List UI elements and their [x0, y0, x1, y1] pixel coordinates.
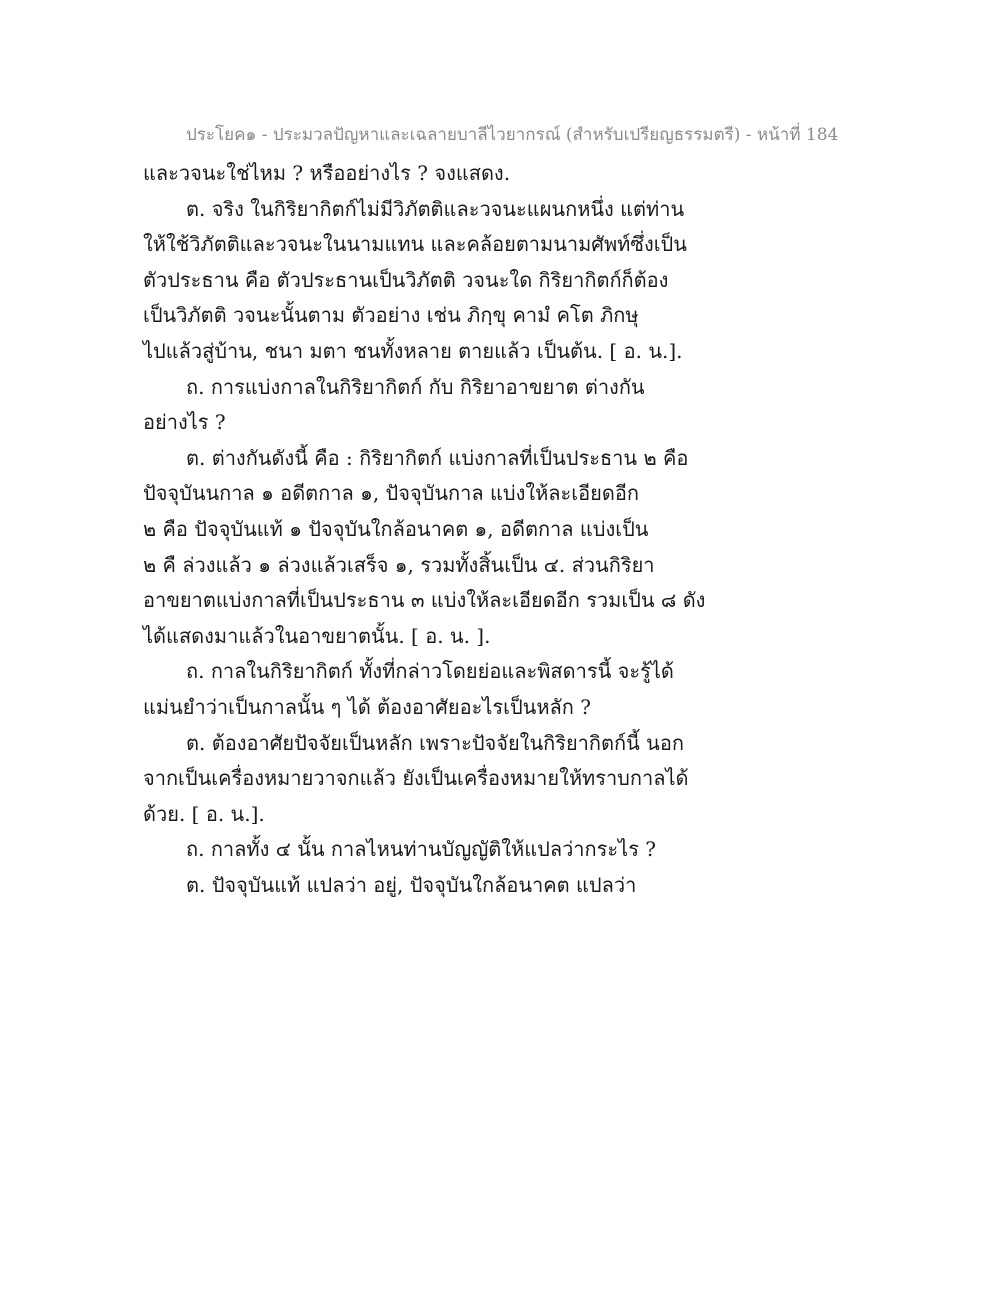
question-line: ถ. กาลในกิริยากิตก์ ทั้งที่กล่าวโดยย่อและพิสดารนี้ จะรู้ได้: [186, 659, 674, 684]
text-line: ๒ คื ล่วงแล้ว ๑ ล่วงแล้วเสร็จ ๑, รวมทั้งสิ้นเป็น ๔. ส่วนกิริยา: [143, 552, 655, 577]
question-line: ถ. การแบ่งกาลในกิริยากิตก์ กับ กิริยาอาขยาต ต่างกัน: [186, 374, 645, 399]
text-line: เป็นวิภัตติ วจนะนั้นตาม ตัวอย่าง เช่น ภิกฺขุ คามํ คโต ภิกษุ: [143, 303, 639, 328]
answer-line: ต. ต่างกันดังนี้ คือ : กิริยากิตก์ แบ่งกาลที่เป็นประธาน ๒ คือ: [186, 445, 689, 470]
answer-line: ต. ปัจจุบันแท้ แปลว่า อยู่, ปัจจุบันใกล้อนาคต แปลว่า: [186, 872, 637, 897]
question-line: ถ. กาลทั้ง ๔ นั้น กาลไหนท่านบัญญัติให้แปลว่ากระไร ?: [186, 837, 657, 862]
text-line: จากเป็นเครื่องหมายวาจกแล้ว ยังเป็นเครื่องหมายให้ทราบกาลได้: [143, 766, 689, 791]
answer-line: ต. ต้องอาศัยปัจจัยเป็นหลัก เพราะปัจจัยในกิริยากิตก์นี้ นอก: [186, 730, 684, 755]
text-line: ตัวประธาน คือ ตัวประธานเป็นวิภัตติ วจนะใด กิริยากิตก์ก็ต้อง: [143, 267, 669, 292]
text-line: ไปแล้วสู่บ้าน, ชนา มตา ชนทั้งหลาย ตายแล้ว เป็นต้น. [ อ. น.].: [143, 338, 683, 363]
text-line: ๒ คือ ปัจจุบันแท้ ๑ ปัจจุบันใกล้อนาคต ๑, อดีตกาล แบ่งเป็น: [143, 516, 649, 541]
text-line: ให้ใช้วิภัตติและวจนะในนามแทน และคล้อยตามนามศัพท์ซึ่งเป็น: [143, 232, 687, 257]
text-line: อย่างไร ?: [143, 410, 226, 435]
body-text: [143, 156, 706, 903]
answer-line: ต. จริง ในกิริยากิตก์ไม่มีวิภัตติและวจนะแผนกหนึ่ง แต่ท่าน: [186, 196, 685, 221]
text-line: และวจนะใช่ไหม ? หรืออย่างไร ? จงแสดง.: [143, 161, 511, 185]
text-line: ปัจจุบันนกาล ๑ อดีตกาล ๑, ปัจจุบันกาล แบ่งให้ละเอียดอีก: [143, 481, 639, 506]
text-line: แม่นยำว่าเป็นกาลนั้น ๆ ได้ ต้องอาศัยอะไรเป็นหลัก ?: [143, 694, 591, 719]
running-header: ประโยค๑ - ประมวลปัญหาและเฉลายบาลีไวยากรณ์ (สำหรับเปรียญธรรมตรี) - หน้าที่ 184: [186, 125, 839, 145]
text-line: ด้วย. [ อ. น.].: [143, 801, 265, 826]
text-line: อาขยาตแบ่งกาลที่เป็นประธาน ๓ แบ่งให้ละเอียดอีก รวมเป็น ๘ ดัง: [143, 588, 706, 613]
text-line: ได้แสดงมาแล้วในอาขยาตนั้น. [ อ. น. ].: [143, 623, 491, 648]
